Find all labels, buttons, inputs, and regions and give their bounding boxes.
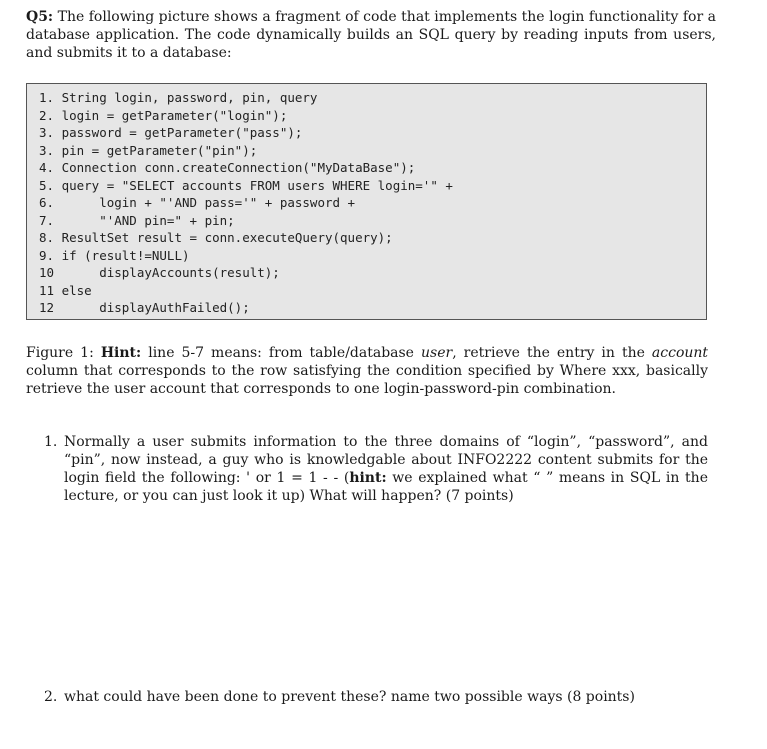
code-line: 3. pin = getParameter("pin"); xyxy=(39,142,258,158)
caption-word-user: user xyxy=(421,345,453,361)
question-1-text-1: Normally a user submits information to the three domains of “login”, “password”, and “pin”, now instead, a guy who is knowledgable about INFO2222 content submits for the login field the following: ' or 1 = 1 - - ( xyxy=(64,434,708,486)
question-1-body xyxy=(64,433,708,505)
caption-text-1: line 5-7 means: from table/database xyxy=(148,345,414,361)
question-1-text-2: we explained what “ ” means in SQL in the lecture, or you can just look it up) What will happen? (7 points) xyxy=(64,470,708,504)
question-label: Q5: xyxy=(26,9,54,25)
code-line: 7. "'AND pin=" + pin; xyxy=(39,212,235,228)
hint-label: Hint: xyxy=(100,345,142,361)
question-text: The following picture shows a fragment of code that implements the login functionality for a database application. The code dynamically builds an SQL query by reading inputs from users, and submits it to a database: xyxy=(26,9,717,61)
code-line: 9. if (result!=NULL) xyxy=(39,247,190,263)
code-listing xyxy=(26,83,707,320)
code-line: 10 displayAccounts(result); xyxy=(39,265,280,280)
code-line: 1. String login, password, pin, query xyxy=(39,90,318,105)
figure-caption xyxy=(26,344,708,398)
code-line: 8. ResultSet result = conn.executeQuery(query); xyxy=(39,230,393,245)
question-2-number: 2. xyxy=(44,689,58,705)
code-line: 3. password = getParameter("pass"); xyxy=(39,125,303,140)
question-1-number: 1. xyxy=(44,434,58,450)
question-intro xyxy=(26,8,716,62)
code-line: 6. login + "'AND pass='" + password + xyxy=(39,195,356,210)
code-line: 11 else xyxy=(39,282,92,298)
figure-label: Figure 1: xyxy=(26,345,94,361)
question-2-text: what could have been done to prevent these? name two possible ways (8 points) xyxy=(64,689,635,705)
caption-text-3: column that corresponds to the row satisfying the condition specified by Where xxx, basically retrieve the user account that corresponds to one login-password-pin combination. xyxy=(26,363,708,397)
code-line: 4. Connection conn.createConnection("MyDataBase"); xyxy=(39,160,416,175)
caption-text-2: , retrieve the entry in the xyxy=(452,345,645,361)
question-1-hint-label: hint: xyxy=(349,470,387,486)
caption-word-account: account xyxy=(651,345,709,361)
code-line: 5. query = "SELECT accounts FROM users WHERE login='" + xyxy=(39,177,453,193)
question-2 xyxy=(44,688,708,706)
code-line: 12 displayAuthFailed(); xyxy=(39,300,250,315)
code-line: 2. login = getParameter("login"); xyxy=(39,107,288,123)
question-1 xyxy=(44,433,708,505)
